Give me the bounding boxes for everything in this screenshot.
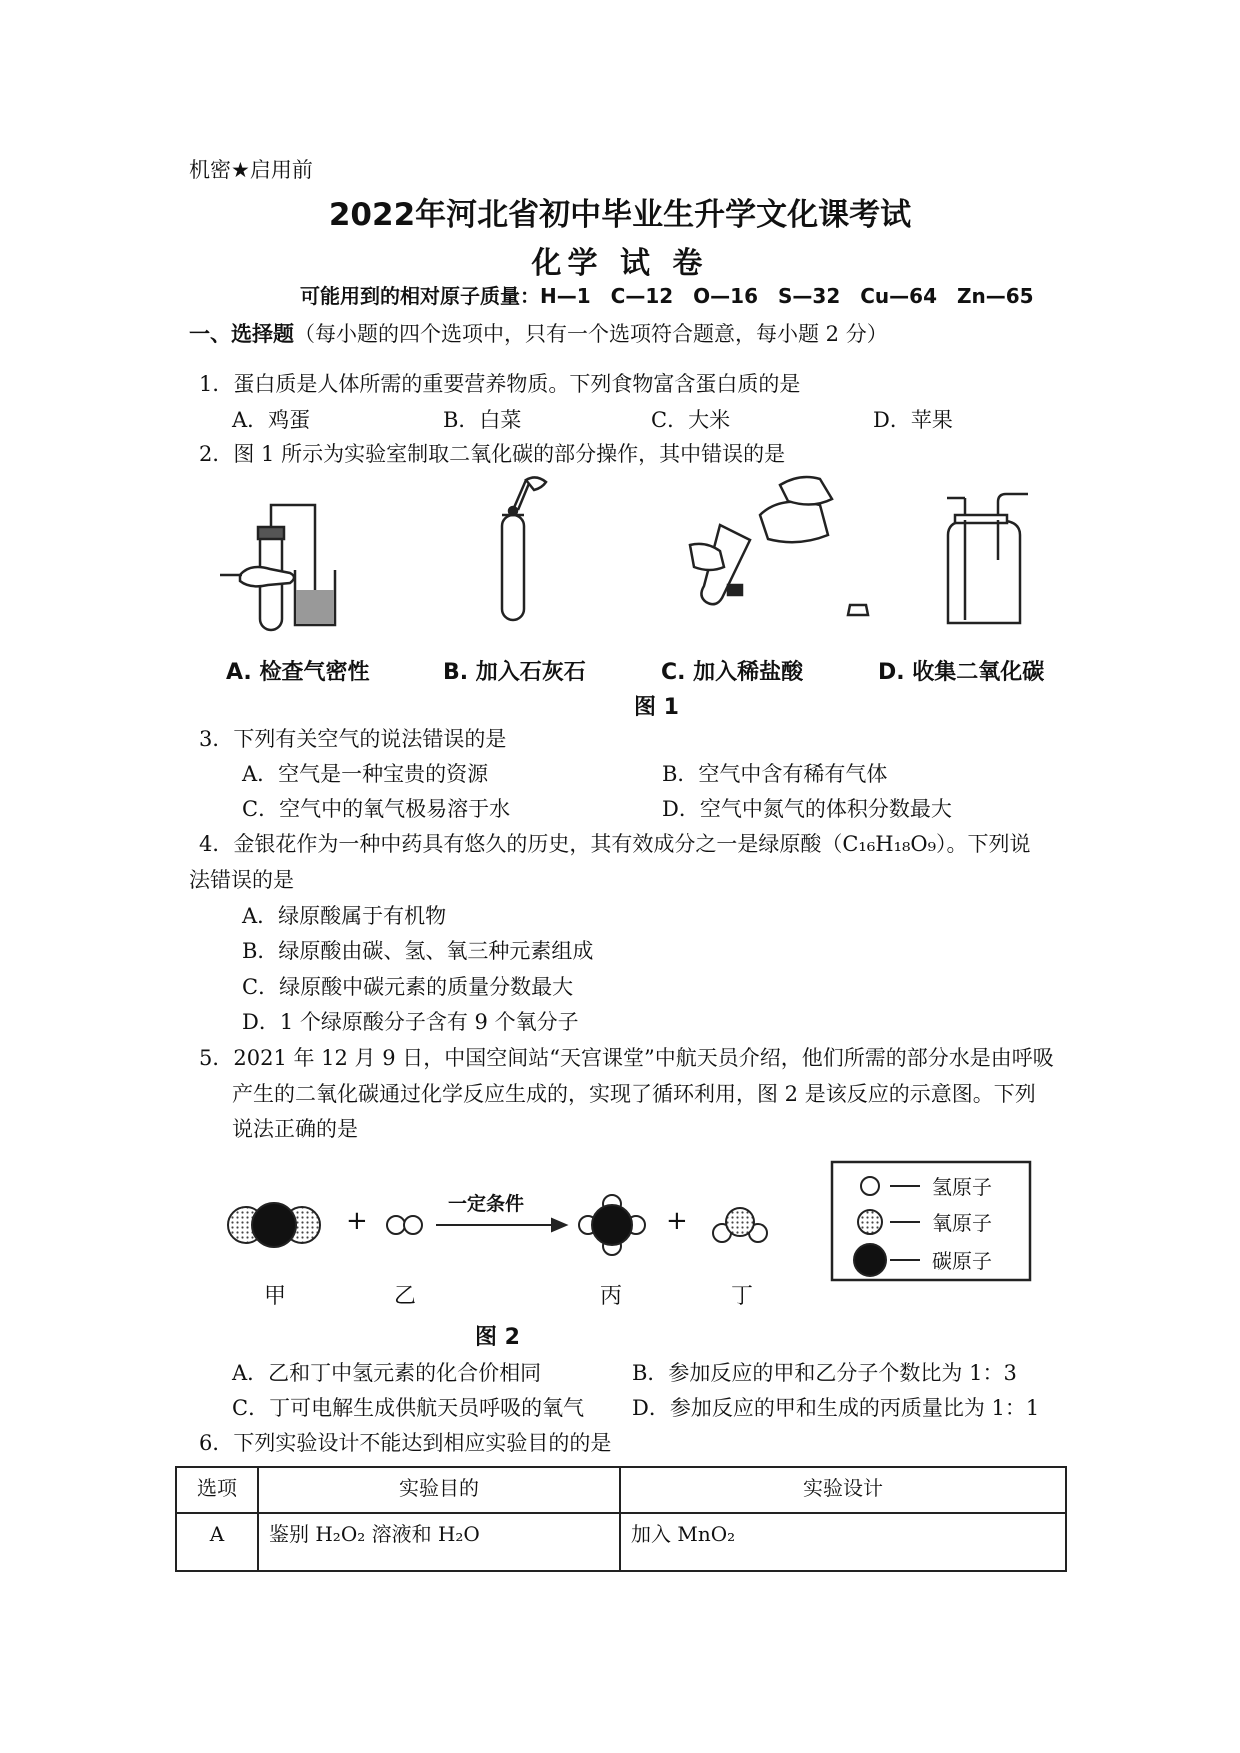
q4-stem-line1: 4．金银花作为一种中药具有悠久的历史，其有效成分之一是绿原酸（C₁₆H₁₈O₉）。下列说 <box>199 832 1031 856</box>
plus-sign-1: + <box>346 1206 368 1236</box>
carbon-legend-icon <box>854 1244 886 1276</box>
figure-1-apparatus <box>220 475 1080 655</box>
legend-carbon: 碳原子 <box>932 1249 992 1273</box>
table-row <box>176 1513 1066 1571</box>
section-title: 一、选择题 <box>189 322 294 346</box>
plus-sign-2: + <box>666 1206 688 1236</box>
oxygen-legend-icon <box>858 1210 882 1234</box>
confidential-mark: 机密★启用前 <box>189 158 313 182</box>
h2o-molecule <box>713 1208 767 1242</box>
reaction-condition: 一定条件 <box>448 1193 525 1215</box>
q4-stem-line2: 法错误的是 <box>189 868 294 892</box>
q6-stem: 6．下列实验设计不能达到相应实验目的的是 <box>199 1431 612 1455</box>
q5-stem-line3: 说法正确的是 <box>232 1117 358 1141</box>
airtightness-check-drawing <box>220 505 335 630</box>
q1-option-c: C．大米 <box>651 408 731 432</box>
q5-option-a: A．乙和丁中氢元素的化合价相同 <box>232 1361 542 1385</box>
species-jia: 甲 <box>264 1284 287 1309</box>
table-header-cell: 实验设计 <box>620 1467 1066 1513</box>
q3-option-b: B．空气中含有稀有气体 <box>662 762 888 786</box>
exam-title: 2022年河北省初中毕业生升学文化课考试 <box>328 197 912 233</box>
q1-option-d: D．苹果 <box>873 408 953 432</box>
species-bing: 丙 <box>600 1284 623 1309</box>
q5-option-d: D．参加反应的甲和生成的丙质量比为 1：1 <box>632 1396 1040 1420</box>
q2-stem: 2．图 1 所示为实验室制取二氧化碳的部分操作，其中错误的是 <box>199 442 786 466</box>
arrow-head <box>552 1219 566 1231</box>
q1-option-a: A．鸡蛋 <box>232 408 311 432</box>
section-heading <box>189 320 888 348</box>
collect-co2-drawing <box>947 494 1028 623</box>
q3-option-d: D．空气中氮气的体积分数最大 <box>662 797 952 821</box>
atomic-masses: 可能用到的相对原子质量：H—1 C—12 O—16 S—32 Cu—64 Zn—65 <box>300 284 1034 308</box>
section-instruction: （每小题的四个选项中，只有一个选项符合题意，每小题 2 分） <box>294 322 888 346</box>
q5-option-b: B．参加反应的甲和乙分子个数比为 1：3 <box>632 1361 1017 1385</box>
table-cell: A <box>176 1513 258 1571</box>
table-header-cell: 选项 <box>176 1467 258 1513</box>
legend-hydrogen: 氢原子 <box>932 1175 992 1199</box>
legend-oxygen: 氧原子 <box>932 1211 992 1235</box>
h2-molecule <box>387 1216 422 1234</box>
ch4-molecule <box>579 1195 645 1255</box>
hydrogen-legend-icon <box>861 1177 879 1195</box>
species-ding: 丁 <box>731 1284 754 1309</box>
add-acid-drawing <box>690 477 868 615</box>
q4-option-c: C．绿原酸中碳元素的质量分数最大 <box>242 975 574 999</box>
q5-stem-line1: 5．2021 年 12 月 9 日，中国空间站“天宫课堂”中航天员介绍，他们所需的部分水是由呼吸 <box>199 1046 1054 1070</box>
co2-molecule <box>228 1203 320 1247</box>
experiment-table <box>175 1466 1067 1572</box>
q3-option-c: C．空气中的氧气极易溶于水 <box>242 797 511 821</box>
fig1-caption-c: C. 加入稀盐酸 <box>661 660 804 685</box>
exam-subject: 化学 试 卷 <box>531 246 709 281</box>
q1-option-b: B．白菜 <box>443 408 522 432</box>
table-header-cell: 实验目的 <box>258 1467 620 1513</box>
q4-option-d: D．1 个绿原酸分子含有 9 个氧分子 <box>242 1010 579 1034</box>
q5-stem-line2: 产生的二氧化碳通过化学反应生成的，实现了循环利用，图 2 是该反应的示意图。下列 <box>232 1082 1036 1106</box>
table-header-row <box>176 1467 1066 1513</box>
figure-2-reaction <box>220 1160 1050 1290</box>
q1-stem: 1．蛋白质是人体所需的重要营养物质。下列食物富含蛋白质的是 <box>199 372 801 396</box>
fig1-caption-d: D. 收集二氧化碳 <box>878 660 1045 685</box>
q3-option-a: A．空气是一种宝贵的资源 <box>242 762 489 786</box>
figure-1-label: 图 1 <box>634 695 679 720</box>
q5-option-c: C．丁可电解生成供航天员呼吸的氧气 <box>232 1396 585 1420</box>
figure-2-label: 图 2 <box>475 1325 520 1350</box>
species-yi: 乙 <box>394 1284 417 1309</box>
table-cell: 鉴别 H₂O₂ 溶液和 H₂O <box>258 1513 620 1571</box>
q4-option-a: A．绿原酸属于有机物 <box>242 904 447 928</box>
fig1-caption-a: A. 检查气密性 <box>226 660 370 685</box>
q3-stem: 3．下列有关空气的说法错误的是 <box>199 727 507 751</box>
q4-option-b: B．绿原酸由碳、氢、氧三种元素组成 <box>242 939 594 963</box>
add-limestone-drawing <box>502 477 546 620</box>
table-cell: 加入 MnO₂ <box>620 1513 1066 1571</box>
fig1-caption-b: B. 加入石灰石 <box>443 660 586 685</box>
